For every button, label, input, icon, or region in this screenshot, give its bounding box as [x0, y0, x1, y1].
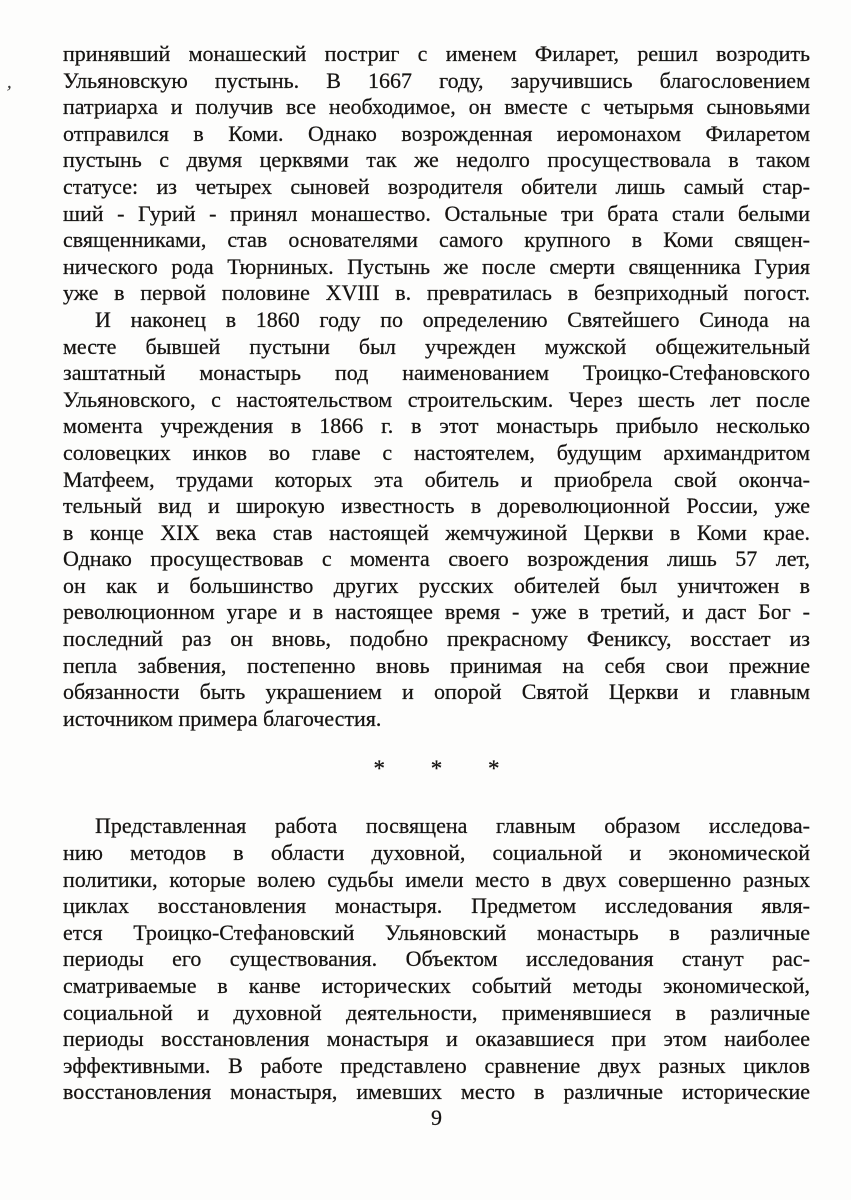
paragraph	[63, 813, 810, 1106]
text-line: нию методов в области духовной, социальной и экономической	[63, 840, 810, 866]
paragraph	[63, 41, 810, 307]
text-line: периоды его существования. Объектом исследования станут рас-	[63, 946, 810, 972]
margin-stray-mark: ’	[3, 81, 14, 105]
text-line: в конце XIX века став настоящей жемчужиной Церкви в Коми крае.	[63, 519, 810, 545]
text-line: принявший монашеский постриг с именем Филарет, решил возродить	[63, 41, 810, 66]
text-line: последний раз он вновь, подобно прекрасному Фениксу, восстает из	[63, 626, 810, 652]
text-line: ется Троицко-Стефановский Ульяновский монастырь в различные	[63, 919, 810, 945]
text-line: социальной и духовной деятельности, применявшиеся в различные	[63, 999, 810, 1025]
text-line: уже в первой половине XVIII в. превратилась в безприходный погост.	[63, 280, 810, 306]
section-break-asterisks: * * *	[373, 756, 500, 782]
paragraph	[63, 307, 810, 733]
text-line: Представленная работа посвящена главным образом исследова-	[95, 813, 810, 839]
text-line: Однако просуществовав с момента своего возрождения лишь 57 лет,	[63, 546, 810, 572]
text-line: циклах восстановления монастыря. Предметом исследования явля-	[63, 893, 810, 919]
text-line: И наконец в 1860 году по определению Святейшего Синода на	[95, 306, 810, 332]
text-line: Ульяновского, с настоятельством строительским. Через шесть лет после	[63, 386, 810, 412]
page-number: 9	[431, 1105, 442, 1130]
text-line: ший - Гурий - принял монашество. Остальные три брата стали белыми	[63, 200, 810, 226]
text-line: он как и большинство других русских обителей был уничтожен в	[63, 572, 810, 598]
text-line: соловецких инков во главе с настоятелем, будущим архимандритом	[63, 439, 810, 465]
text-line: заштатный монастырь под наименованием Троицко-Стефановского	[63, 360, 810, 386]
text-line: обязанности быть украшением и опорой Святой Церкви и главным	[63, 679, 810, 705]
text-line: пепла забвения, постепенно вновь принимая на себя свои прежние	[63, 652, 810, 678]
text-line: политики, которые волею судьбы имели место в двух совершенно разных	[63, 866, 810, 892]
page-text-block	[63, 41, 810, 1106]
text-line: патриарха и получив все необходимое, он вместе с четырьмя сыновьями	[63, 94, 810, 120]
text-line: революционном угаре и в настоящее время - уже в третий, и даст Бог -	[63, 599, 810, 625]
text-line: восстановления монастыря, имевших место в различные исторические	[63, 1079, 810, 1105]
text-line: источником примера благочестия.	[63, 705, 382, 731]
text-line: статусе: из четырех сыновей возродителя обители лишь самый стар-	[63, 173, 810, 199]
text-line: пустынь с двумя церквями так же недолго просуществовала в таком	[63, 147, 810, 173]
text-line: священниками, став основателями самого крупного в Коми священ-	[63, 227, 810, 253]
text-line: месте бывшей пустыни был учрежден мужской общежительный	[63, 333, 810, 359]
text-line: отправился в Коми. Однако возрожденная иеромонахом Филаретом	[63, 120, 810, 146]
text-line: периоды восстановления монастыря и оказавшиеся при этом наиболее	[63, 1026, 810, 1052]
text-line: нического рода Тюрниных. Пустынь же после смерти священника Гурия	[63, 253, 810, 279]
text-line: момента учреждения в 1866 г. в этот монастырь прибыло несколько	[63, 413, 810, 439]
text-line: Матфеем, трудами которых эта обитель и приобрела свой оконча-	[63, 466, 810, 492]
text-line: Ульяновскую пустынь. В 1667 году, заручившись благословением	[63, 67, 810, 93]
text-line: эффективными. В работе представлено сравнение двух разных циклов	[63, 1052, 810, 1078]
text-line: тельный вид и широкую известность в дореволюционной России, уже	[63, 493, 810, 519]
text-line: сматриваемые в канве исторических событий методы экономической,	[63, 973, 810, 998]
